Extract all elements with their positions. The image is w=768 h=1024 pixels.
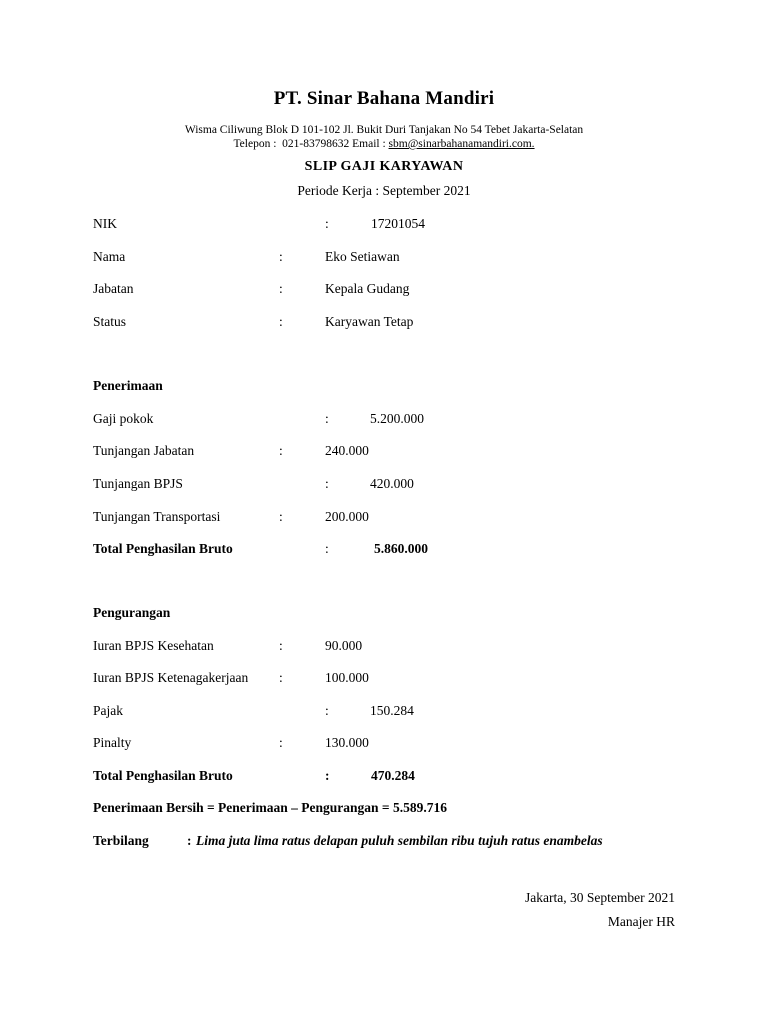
income-item-separator: : (279, 509, 283, 524)
deduction-item-separator: : (279, 638, 283, 653)
phone-label: Telepon : (233, 138, 277, 150)
income-item-separator: : (325, 476, 329, 491)
spelled-amount-separator: : (187, 833, 192, 848)
income-total-separator: : (325, 541, 329, 556)
deduction-heading: Pengurangan (93, 605, 171, 620)
name-label: Nama (93, 249, 126, 264)
income-item-value: 5.200.000 (370, 411, 424, 426)
income-item-label: Tunjangan Jabatan (93, 443, 195, 458)
income-item-label: Tunjangan BPJS (93, 476, 183, 491)
deduction-item-separator: : (279, 670, 283, 685)
position-label: Jabatan (93, 281, 134, 296)
company-name: PT. Sinar Bahana Mandiri (273, 88, 495, 109)
deduction-total-label: Total Penghasilan Bruto (93, 768, 233, 783)
deduction-item-value: 130.000 (325, 735, 369, 750)
name-value: Eko Setiawan (325, 249, 400, 264)
company-address: Wisma Ciliwung Blok D 101-102 Jl. Bukit Duri Tanjakan No 54 Tebet Jakarta-Selatan (184, 124, 584, 136)
position-value: Kepala Gudang (325, 281, 410, 296)
net-income-line: Penerimaan Bersih = Penerimaan – Pengurangan = 5.589.716 (93, 800, 447, 815)
spelled-amount-label: Terbilang (93, 833, 149, 848)
income-item-separator: : (325, 411, 329, 426)
status-separator: : (279, 314, 283, 329)
nik-label: NIK (93, 216, 117, 231)
slip-title: SLIP GAJI KARYAWAN (304, 159, 464, 174)
income-item-value: 200.000 (325, 509, 369, 524)
phone-number: 021-83798632 (282, 138, 350, 150)
income-heading: Penerimaan (93, 378, 163, 393)
deduction-item-label: Pinalty (93, 735, 132, 750)
deduction-item-value: 100.000 (325, 670, 369, 685)
deduction-item-value: 90.000 (325, 638, 363, 653)
signoff-place-date: Jakarta, 30 September 2021 (525, 890, 675, 905)
deduction-item-label: Pajak (93, 703, 123, 718)
income-item-separator: : (279, 443, 283, 458)
income-total-value: 5.860.000 (374, 541, 428, 556)
spelled-amount-text: Lima juta lima ratus delapan puluh sembilan ribu tujuh ratus enambelas (196, 833, 603, 848)
deduction-item-label: Iuran BPJS Ketenagakerjaan (93, 670, 249, 685)
nik-value: 17201054 (371, 216, 425, 231)
income-item-label: Tunjangan Transportasi (93, 509, 221, 524)
work-period: Periode Kerja : September 2021 (297, 183, 471, 198)
company-contact (0, 137, 768, 151)
deduction-item-label: Iuran BPJS Kesehatan (93, 638, 214, 653)
status-label: Status (93, 314, 127, 329)
position-separator: : (279, 281, 283, 296)
income-item-label: Gaji pokok (93, 411, 154, 426)
name-separator: : (279, 249, 283, 264)
company-address-block (0, 123, 768, 151)
income-total-label: Total Penghasilan Bruto (93, 541, 233, 556)
income-item-value: 420.000 (370, 476, 414, 491)
deduction-item-separator: : (325, 703, 329, 718)
income-item-value: 240.000 (325, 443, 369, 458)
deduction-item-value: 150.284 (370, 703, 414, 718)
signoff-role: Manajer HR (607, 914, 675, 929)
nik-separator: : (325, 216, 329, 231)
status-value: Karyawan Tetap (325, 314, 414, 329)
email-link[interactable]: sbm@sinarbahanamandiri.com. (388, 138, 535, 150)
email-label: Email : (352, 138, 386, 150)
deduction-item-separator: : (279, 735, 283, 750)
deduction-total-separator: : (325, 768, 330, 783)
deduction-total-value: 470.284 (371, 768, 415, 783)
